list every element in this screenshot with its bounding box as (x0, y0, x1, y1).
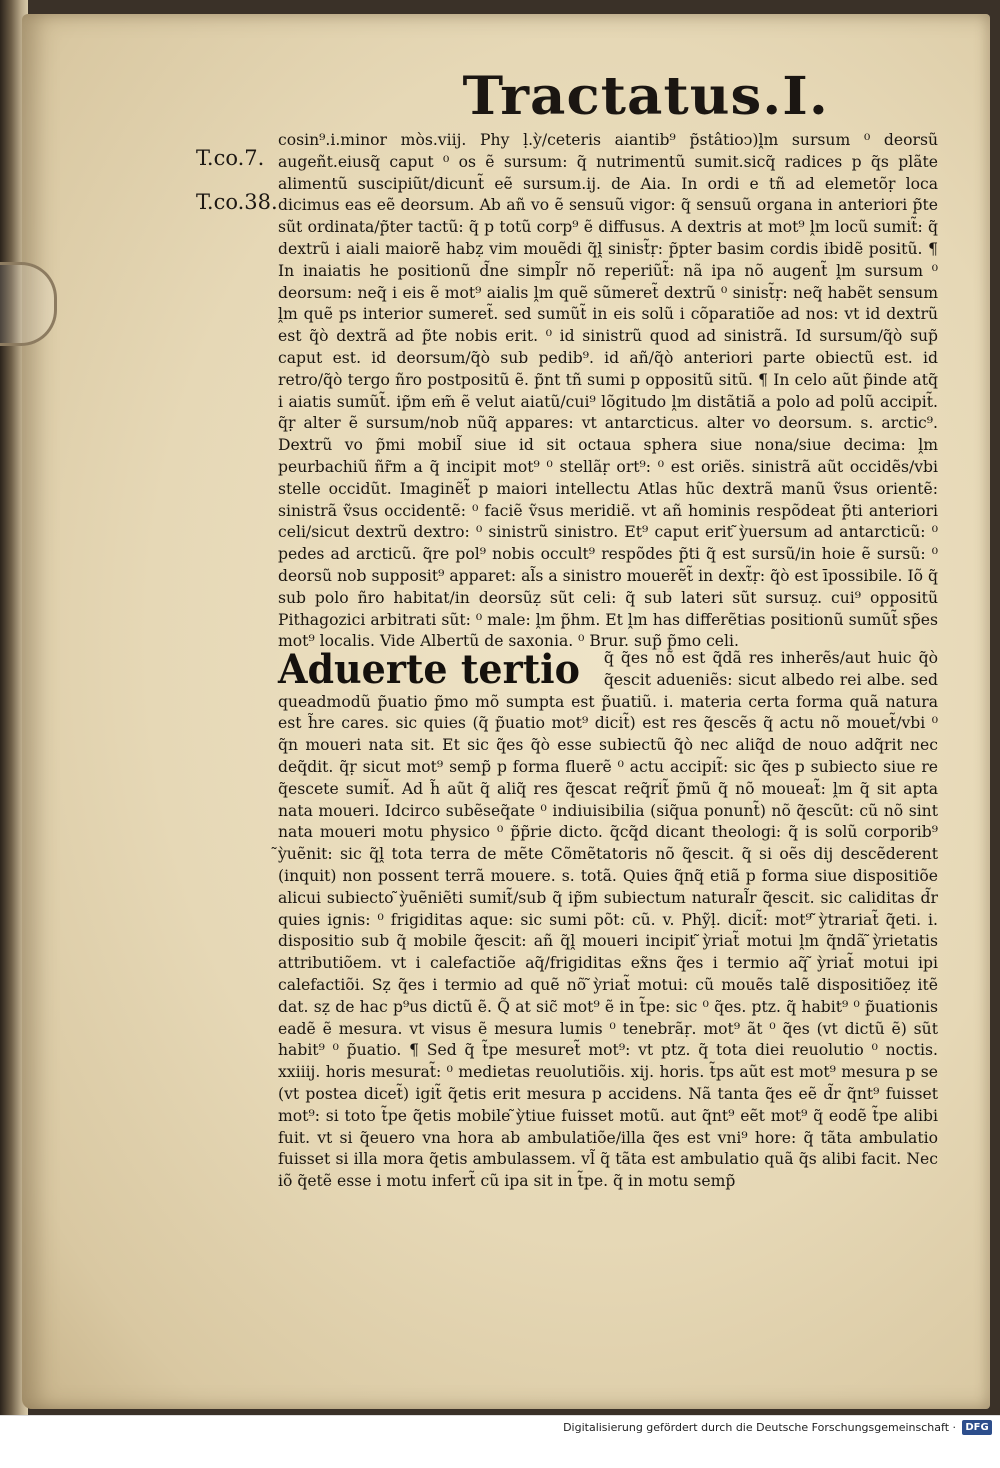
footer-credit-text: Digitalisierung gefördert durch die Deutsche Forschungsgemeinschaft · (563, 1421, 956, 1434)
digitization-footer (0, 1415, 1000, 1440)
main-text-column (278, 130, 938, 1468)
running-head: Tractatus.I. (462, 66, 829, 127)
section-aduerte-tertio (278, 648, 938, 1468)
section-heading: Aduerte tertio (278, 646, 580, 693)
paragraph-1: cosin⁹.i.minor mòs.viij. Phy ḷ.ỳ/ceteris aiantib⁹ p̃stâtioↄ)ḽm sursum ⁰ deorsũ augeñt.eiusq̃ caput ⁰ os ẽ sursum: q̃ nutrimentũ sumit.sicq̃ radices p q̃s plãte alimentũ suscipiũt/dicunt̃ eẽ sursum.ij. de Aia. In ordi e tñ ad elemetõṛ loca dicimus eas eẽ deorsum. Ab añ vo ẽ sensuũ vigor: q̃ sensuũ organa in anteriori p̃te sũt ordinata/p̃ter tactũ: q̃ p totũ corp⁹ ẽ diffusus. A dextris at mot⁹ ḽm locũ sumit̃: q̃ dextrũ i aiali maiorẽ habẓ vim mouẽdi q̃ḽ sinist̃ṛ: p̃pter basim cordis ibidẽ positũ. ¶ In inaiatis he positionũ d̃ne simpl̃r nõ reperiũt̃: nã ipa nõ augent̃ ḽm sursum ⁰ deorsum: neq̃ i eis ẽ mot⁹ aialis ḽm quẽ sũmeret̃ dextrũ ⁰ sinist̃ṛ: neq̃ habẽt sensum ḽm quẽ ps interior sumeret̃. sed sumũt̃ in eis solũ i cõparatiõe ad nos: vt id dextrũ est q̃ò dextrã ad p̃te nobis erit. ⁰ id sinistrũ quod ad sinistrã. Id sursum/q̃ò sup̃ caput est. id deorsum/q̃ò sub pedib⁹. id añ/q̃ò anteriori parte obiectũ est. id retro/q̃ò tergo ñro postpositũ ẽ. p̃nt tñ sumi p oppositũ sitũ. ¶ In celo aũt p̃inde atq̃ i aiatis sumũt̃. ip̃m em̃ ẽ velut aiatũ/cui⁹ lõgitudo ḽm distãtiã a polo ad polũ accipit̃. q̃ṛ alter ẽ sursum/nob nũq̃ appares: vt antarcticus. alter vo deorsum. s. arctic⁹. Dextrũ vo p̃mi mobil̃ siue id sit octaua sphera siue nona/siue decima: ḽm peurbachiũ ñr̃m a q̃ incipit mot⁹ ⁰ stellãṛ ort⁹: ⁰ est oriẽs. sinistrã aũt occidẽs/vbi stelle occidũt. Imaginẽt̃ p maiori intellectu Atlas hũc dextrã manũ ṽsus orientẽ: sinistrã ṽsus occidentẽ: ⁰ faciẽ ṽsus meridiẽ. vt añ hominis respõdeat p̃ti anteriori celi/sicut dextrũ dextro: ⁰ sinistrũ sinistro. Et⁹ caput erit ̃ỳuersum ad antarcticũ: ⁰ pedes ad arcticũ. q̃re pol⁹ nobis occult⁹ respõdes p̃ti q̃ est sursũ/in hoie ẽ sursũ: ⁰ deorsũ nob supposit⁹ apparet: al̃s a sinistro mouerẽt̃ in dext̃ṛ: q̃ò est īpossibile. Iõ q̃ sub polo ñro habitat/in deorsũẓ sũt celi: q̃ sub lateri sũt sursuẓ. cui⁹ oppositũ Pithagozici arbitrati sũt: ⁰ male: ḽm p̃hm. Et ḽm has differẽtias positionũ sumũt̃ sp̃es mot⁹ localis. Vide Albertũ de saxonia. ⁰ Brur. sup̃ p̃mo celi. (278, 131, 938, 651)
marginal-note-1: T.co.7. (196, 146, 265, 170)
paragraph-2: q̃ q̃es nõ est q̃dã res inherẽs/aut huic q̃ò q̃escit adueniẽs: sicut albedo rei albe. sed queadmodũ p̃uatio p̃mo mõ sumpta est p̃uatiũ. i. materia certa forma quã natura est h̃re cares. sic quies (q̃ p̃uatio mot⁹ dicit̃) est res q̃escẽs q̃ actu nõ mouet̃/vbi ⁰ q̃n moueri nata sit. Et sic q̃es q̃ò esse subiectũ q̃ò nec aliq̃d de nouo adq̃rit nec deq̃dit. q̃ṛ sicut mot⁹ semp̃ p forma fluerẽ ⁰ actu accipit̃: sic q̃es p subiecto siue re q̃escete sumit̃. Ad h̃ aũt q̃ aliq̃ res q̃escat req̃rit̃ p̃mũ q̃ nõ moueat̃: ḽm q̃ sit apta nata moueri. Idcirco subẽseq̃ate ⁰ indiuisibilia (siq̃ua ponunt̃) nõ q̃escũt: cũ nõ sint nata moueri motu physico ⁰ p̃p̃rie dicto. q̃cq̃d dicant theologi: q̃ is solũ corporib⁹ ̃ỳuẽnit: sic q̃ḽ tota terra de mẽte Cõmẽtatoris nõ q̃escit. q̃ si oẽs dij descẽderent (inquit) non possent terrã mouere. s. totã. Quies q̃nq̃ etiã p forma siue dispositiõe alicui subiecto ̃ỳuẽniẽti sumit̃/sub q̃ ip̃m subiectum natural̃r q̃escit. sic caliditas d̃r quies ignis: ⁰ frigiditas aque: sic sumi põt: cũ. v. Phỹḷ. dicit̃: mot⁹ ̃ỳtrariat̃ q̃eti. i. dispositio sub q̃ mobile q̃escit: añ q̃ḽ moueri incipit ̃ỳriat̃ motui ḽm q̃ndã ̃ỳrietatis attributiõem. vt i calefactiõe aq̃/frigiditas ex̃ns q̃es i termio aq̃ ̃ỳriat̃ motui ipi calefactiõi. Sẓ q̃es i termio ad quẽ nõ ̃ỳriat̃ motui: cũ mouẽs talẽ dispositiõeẓ itẽ dat. sẓ de hac p⁹us dictũ ẽ. Q̃ at sic̃ mot⁹ ẽ in t̃pe: sic ⁰ q̃es. ptz. q̃ habit⁹ ⁰ p̃uationis eadẽ ẽ mesura. vt visus ẽ mesura lumis ⁰ tenebrãṛ. mot⁹ ãt ⁰ q̃es (vt dictũ ẽ) sũt habit⁹ ⁰ p̃uatio. ¶ Sed q̃ t̃pe mesuret̃ mot⁹: vt ptz. q̃ tota diei reuolutio ⁰ noctis. xxiiij. horis mesurat̃: ⁰ medietas reuolutiõis. xij. horis. t̃ps aũt est mot⁹ mesura p se (vt postea dicet̃) igit̃ q̃etis erit mesura p accidens. Nã tanta q̃es eẽ d̃r q̃nt⁹ fuisset mot⁹: si toto t̃pe q̃etis mobile ̃ỳtiue fuisset motũ. aut q̃nt⁹ eẽt mot⁹ q̃ eodẽ t̃pe alibi fuit. vt si q̃euero vna hora ab ambulatiõe/illa q̃es est vni⁹ hore: q̃ tãta ambulatio fuisset si illa mora q̃etis ambulassem. vl̃ q̃ tãta est ambulatio quã q̃s alibi facit. Nec iõ q̃etẽ esse i motu infert̃ cũ ipa sit in t̃pe. q̃ in motu semp̃ (278, 649, 938, 1191)
dfg-logo-icon: DFG (962, 1420, 992, 1435)
marginal-note-2: T.co.38. (196, 190, 278, 214)
